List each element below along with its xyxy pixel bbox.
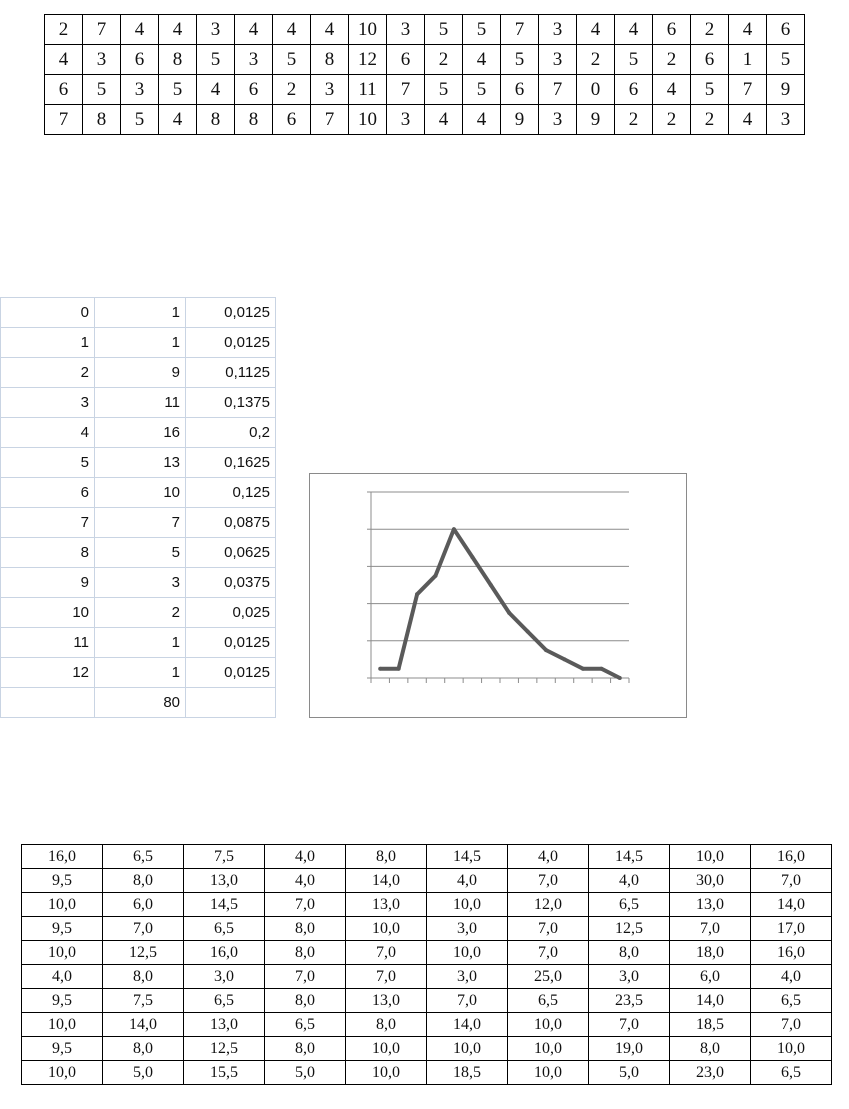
table-cell: 13 [95, 448, 186, 478]
table-cell: 2 [577, 45, 615, 75]
table-cell: 7 [387, 75, 425, 105]
table-cell: 6 [691, 45, 729, 75]
table-cell: 5 [273, 45, 311, 75]
table-cell: 5 [95, 538, 186, 568]
table-cell: 10,0 [508, 1013, 589, 1037]
table-cell: 6 [121, 45, 159, 75]
table-cell: 6,5 [184, 917, 265, 941]
table-cell: 5 [197, 45, 235, 75]
table-cell: 18,5 [427, 1061, 508, 1085]
table-cell: 4 [197, 75, 235, 105]
table-cell: 4 [729, 105, 767, 135]
table-row [45, 15, 805, 45]
table-cell: 3,0 [427, 917, 508, 941]
table-cell: 14,0 [670, 989, 751, 1013]
chart-svg [310, 474, 686, 717]
table-cell: 5 [121, 105, 159, 135]
data-table-decimals [21, 844, 832, 1085]
table-cell: 5 [159, 75, 197, 105]
table-cell: 11 [349, 75, 387, 105]
table-cell: 4 [45, 45, 83, 75]
table-cell: 5,0 [103, 1061, 184, 1085]
table-cell: 13,0 [346, 989, 427, 1013]
table-cell: 5 [83, 75, 121, 105]
table-cell: 5 [425, 15, 463, 45]
table-cell: 8,0 [103, 869, 184, 893]
table-cell: 8,0 [265, 941, 346, 965]
table-cell: 7,0 [346, 965, 427, 989]
table-row [22, 869, 832, 893]
table-cell: 3,0 [427, 965, 508, 989]
table-cell [1, 688, 95, 718]
table-cell: 7,0 [265, 893, 346, 917]
table-cell: 3 [235, 45, 273, 75]
table-cell: 15,5 [184, 1061, 265, 1085]
table-cell: 5 [615, 45, 653, 75]
table-cell: 1 [1, 328, 95, 358]
frequency-table [0, 297, 276, 718]
table-cell: 14,5 [427, 845, 508, 869]
table-row [22, 893, 832, 917]
table-cell: 10,0 [22, 941, 103, 965]
table-cell: 5 [691, 75, 729, 105]
data-point [397, 667, 401, 671]
table-cell: 4 [121, 15, 159, 45]
table-cell: 5 [1, 448, 95, 478]
table-cell: 9 [95, 358, 186, 388]
table-cell: 7,0 [103, 917, 184, 941]
table-cell: 10 [349, 105, 387, 135]
table-cell: 2 [653, 45, 691, 75]
table-cell: 6,5 [508, 989, 589, 1013]
table-cell: 10,0 [22, 1013, 103, 1037]
table-cell: 10 [1, 598, 95, 628]
data-point [489, 583, 493, 587]
table-cell: 9 [1, 568, 95, 598]
table-row [1, 358, 276, 388]
table-cell: 10 [95, 478, 186, 508]
table-cell: 4,0 [265, 845, 346, 869]
table-cell: 18,0 [670, 941, 751, 965]
data-point [581, 667, 585, 671]
table-cell: 0,0375 [186, 568, 276, 598]
table-cell: 4 [311, 15, 349, 45]
table-cell: 0,0875 [186, 508, 276, 538]
table-cell: 5 [425, 75, 463, 105]
table-cell: 2 [45, 15, 83, 45]
table-cell: 1 [95, 328, 186, 358]
table-cell: 7,0 [751, 1013, 832, 1037]
table-row [22, 917, 832, 941]
table-cell: 14,0 [427, 1013, 508, 1037]
table-cell: 6,5 [589, 893, 670, 917]
table-cell: 8,0 [589, 941, 670, 965]
table-row [1, 568, 276, 598]
table-cell: 6 [501, 75, 539, 105]
table-cell: 2 [95, 598, 186, 628]
table-cell: 6,5 [265, 1013, 346, 1037]
table-cell: 10,0 [670, 845, 751, 869]
table-cell: 0,1625 [186, 448, 276, 478]
table-row [22, 1013, 832, 1037]
table-cell: 6 [653, 15, 691, 45]
table-cell: 9,5 [22, 869, 103, 893]
table-cell: 1 [95, 298, 186, 328]
table-cell: 10,0 [22, 893, 103, 917]
data-point [434, 574, 438, 578]
data-point [507, 611, 511, 615]
table-cell: 8,0 [103, 1037, 184, 1061]
table-cell: 30,0 [670, 869, 751, 893]
table-cell: 7 [83, 15, 121, 45]
table-cell: 4 [653, 75, 691, 105]
table-cell: 10,0 [508, 1061, 589, 1085]
table-cell: 3,0 [589, 965, 670, 989]
table-cell: 11 [95, 388, 186, 418]
table-cell: 7 [45, 105, 83, 135]
table-cell: 7,0 [427, 989, 508, 1013]
table-cell: 6,5 [184, 989, 265, 1013]
table-cell: 12 [1, 658, 95, 688]
table-cell: 10,0 [346, 917, 427, 941]
table-cell: 3,0 [184, 965, 265, 989]
table-cell: 8,0 [670, 1037, 751, 1061]
table-row [45, 75, 805, 105]
table-cell: 7,5 [103, 989, 184, 1013]
table-cell: 7 [311, 105, 349, 135]
table-cell: 3 [83, 45, 121, 75]
table-cell: 4 [615, 15, 653, 45]
table-cell: 7 [501, 15, 539, 45]
table-cell: 0,1375 [186, 388, 276, 418]
table-row [45, 45, 805, 75]
table-cell: 0,2 [186, 418, 276, 448]
table-cell: 8,0 [265, 917, 346, 941]
data-point [470, 555, 474, 559]
table-cell: 8,0 [346, 845, 427, 869]
table-cell: 5 [501, 45, 539, 75]
table-cell: 4 [463, 45, 501, 75]
table-cell: 6,5 [751, 1061, 832, 1085]
table-cell: 10,0 [427, 893, 508, 917]
table-row [1, 628, 276, 658]
table-cell: 6 [45, 75, 83, 105]
table-cell: 10,0 [22, 1061, 103, 1085]
table-cell: 6,0 [670, 965, 751, 989]
table-cell: 16,0 [22, 845, 103, 869]
table-cell: 4 [577, 15, 615, 45]
table-cell: 8 [197, 105, 235, 135]
table-cell: 4 [463, 105, 501, 135]
data-point [544, 648, 548, 652]
table-cell: 3 [311, 75, 349, 105]
table-cell: 7 [95, 508, 186, 538]
data-point [378, 667, 382, 671]
table-cell: 25,0 [508, 965, 589, 989]
table-cell: 0,125 [186, 478, 276, 508]
table-row [22, 1061, 832, 1085]
table-cell: 14,0 [346, 869, 427, 893]
table-cell: 2 [691, 105, 729, 135]
table-cell: 9 [501, 105, 539, 135]
table-cell: 7,0 [751, 869, 832, 893]
table-cell: 6,5 [103, 845, 184, 869]
table-cell: 5 [463, 75, 501, 105]
table-cell: 0,0125 [186, 628, 276, 658]
table-cell: 14,0 [751, 893, 832, 917]
table-cell: 8,0 [346, 1013, 427, 1037]
table-cell: 9,5 [22, 989, 103, 1013]
table-cell: 7,0 [346, 941, 427, 965]
table-cell: 6 [767, 15, 805, 45]
data-point [618, 676, 622, 680]
table-cell: 2 [691, 15, 729, 45]
table-cell: 8 [83, 105, 121, 135]
table-cell: 18,5 [670, 1013, 751, 1037]
table-cell: 8 [235, 105, 273, 135]
table-cell: 4 [273, 15, 311, 45]
table-row [1, 508, 276, 538]
table-cell: 8 [1, 538, 95, 568]
table-cell: 7 [539, 75, 577, 105]
table-cell: 12 [349, 45, 387, 75]
data-table-integers [44, 14, 805, 135]
table-cell: 6,0 [103, 893, 184, 917]
table-cell: 11 [1, 628, 95, 658]
table-cell: 0,1125 [186, 358, 276, 388]
table-cell: 2 [653, 105, 691, 135]
table-cell: 8 [311, 45, 349, 75]
table-cell: 4,0 [22, 965, 103, 989]
table-cell: 4 [235, 15, 273, 45]
table-cell: 3 [539, 105, 577, 135]
table-row [1, 298, 276, 328]
table-cell: 7,0 [589, 1013, 670, 1037]
table-cell: 4 [159, 105, 197, 135]
table-cell: 1 [95, 628, 186, 658]
table-cell: 5 [767, 45, 805, 75]
table-cell: 7,0 [508, 917, 589, 941]
table-cell: 10,0 [346, 1037, 427, 1061]
data-point [452, 527, 456, 531]
data-point [599, 667, 603, 671]
table-cell: 4,0 [589, 869, 670, 893]
table-cell: 6 [615, 75, 653, 105]
table-cell: 3 [767, 105, 805, 135]
table-row [1, 598, 276, 628]
table-cell: 3 [95, 568, 186, 598]
table-cell: 12,5 [589, 917, 670, 941]
table-cell: 10,0 [508, 1037, 589, 1061]
table-cell: 10,0 [427, 941, 508, 965]
table-cell: 10,0 [751, 1037, 832, 1061]
table-cell: 12,0 [508, 893, 589, 917]
table-cell: 9,5 [22, 1037, 103, 1061]
table-row [1, 478, 276, 508]
table-cell: 9 [767, 75, 805, 105]
table-cell: 3 [387, 15, 425, 45]
table-cell: 14,5 [184, 893, 265, 917]
table-cell: 4,0 [508, 845, 589, 869]
table-cell: 3 [539, 15, 577, 45]
table-cell: 16 [95, 418, 186, 448]
table-row [1, 538, 276, 568]
table-cell: 8,0 [265, 989, 346, 1013]
table-cell: 0 [577, 75, 615, 105]
table-row [1, 418, 276, 448]
table-cell: 9,5 [22, 917, 103, 941]
table-row [22, 1037, 832, 1061]
table-cell: 8,0 [103, 965, 184, 989]
table-cell: 5,0 [589, 1061, 670, 1085]
table-cell: 9 [577, 105, 615, 135]
table-row [1, 388, 276, 418]
table-cell: 0 [1, 298, 95, 328]
table-cell: 16,0 [184, 941, 265, 965]
table-row [22, 989, 832, 1013]
table-row [22, 845, 832, 869]
table-cell: 10 [349, 15, 387, 45]
table-cell: 17,0 [751, 917, 832, 941]
table-cell: 16,0 [751, 845, 832, 869]
table-cell: 2 [1, 358, 95, 388]
table-row [22, 965, 832, 989]
table-cell: 4 [159, 15, 197, 45]
table-cell: 6 [235, 75, 273, 105]
table-cell [186, 688, 276, 718]
table-cell: 10,0 [346, 1061, 427, 1085]
data-point [415, 592, 419, 596]
table-cell: 14,0 [103, 1013, 184, 1037]
table-cell: 4,0 [265, 869, 346, 893]
table-cell: 12,5 [103, 941, 184, 965]
table-cell: 16,0 [751, 941, 832, 965]
table-cell: 7,0 [670, 917, 751, 941]
table-row [1, 688, 276, 718]
table-cell: 4,0 [427, 869, 508, 893]
table-cell: 3 [1, 388, 95, 418]
table-cell: 1 [729, 45, 767, 75]
table-cell: 7,0 [508, 869, 589, 893]
table-cell: 0,0625 [186, 538, 276, 568]
table-cell: 2 [425, 45, 463, 75]
table-cell: 0,025 [186, 598, 276, 628]
table-cell: 6,5 [751, 989, 832, 1013]
table-cell: 6 [273, 105, 311, 135]
table-cell: 4 [425, 105, 463, 135]
table-cell: 4,0 [751, 965, 832, 989]
table-cell: 2 [273, 75, 311, 105]
table-cell: 7,5 [184, 845, 265, 869]
table-cell: 7 [729, 75, 767, 105]
table-cell: 6 [1, 478, 95, 508]
table-cell: 23,5 [589, 989, 670, 1013]
table-cell: 0,0125 [186, 328, 276, 358]
table-cell: 3 [197, 15, 235, 45]
data-point [526, 630, 530, 634]
table-cell: 5 [463, 15, 501, 45]
data-point [563, 657, 567, 661]
table-cell: 8 [159, 45, 197, 75]
table-cell: 10,0 [427, 1037, 508, 1061]
table-cell: 80 [95, 688, 186, 718]
table-cell: 7 [1, 508, 95, 538]
table-cell: 7,0 [265, 965, 346, 989]
table-row [1, 328, 276, 358]
table-cell: 13,0 [184, 1013, 265, 1037]
table-cell: 1 [95, 658, 186, 688]
table-cell: 13,0 [184, 869, 265, 893]
table-cell: 5,0 [265, 1061, 346, 1085]
table-cell: 4 [729, 15, 767, 45]
table-row [22, 941, 832, 965]
table-cell: 14,5 [589, 845, 670, 869]
table-cell: 13,0 [346, 893, 427, 917]
table-cell: 3 [387, 105, 425, 135]
table-cell: 23,0 [670, 1061, 751, 1085]
table-cell: 3 [121, 75, 159, 105]
table-cell: 2 [615, 105, 653, 135]
table-cell: 19,0 [589, 1037, 670, 1061]
table-row [1, 658, 276, 688]
table-row [1, 448, 276, 478]
table-cell: 0,0125 [186, 658, 276, 688]
table-cell: 13,0 [670, 893, 751, 917]
frequency-polygon-chart [309, 473, 687, 718]
table-row [45, 105, 805, 135]
table-cell: 6 [387, 45, 425, 75]
table-cell: 7,0 [508, 941, 589, 965]
table-cell: 4 [1, 418, 95, 448]
table-cell: 0,0125 [186, 298, 276, 328]
table-cell: 8,0 [265, 1037, 346, 1061]
table-cell: 3 [539, 45, 577, 75]
table-cell: 12,5 [184, 1037, 265, 1061]
